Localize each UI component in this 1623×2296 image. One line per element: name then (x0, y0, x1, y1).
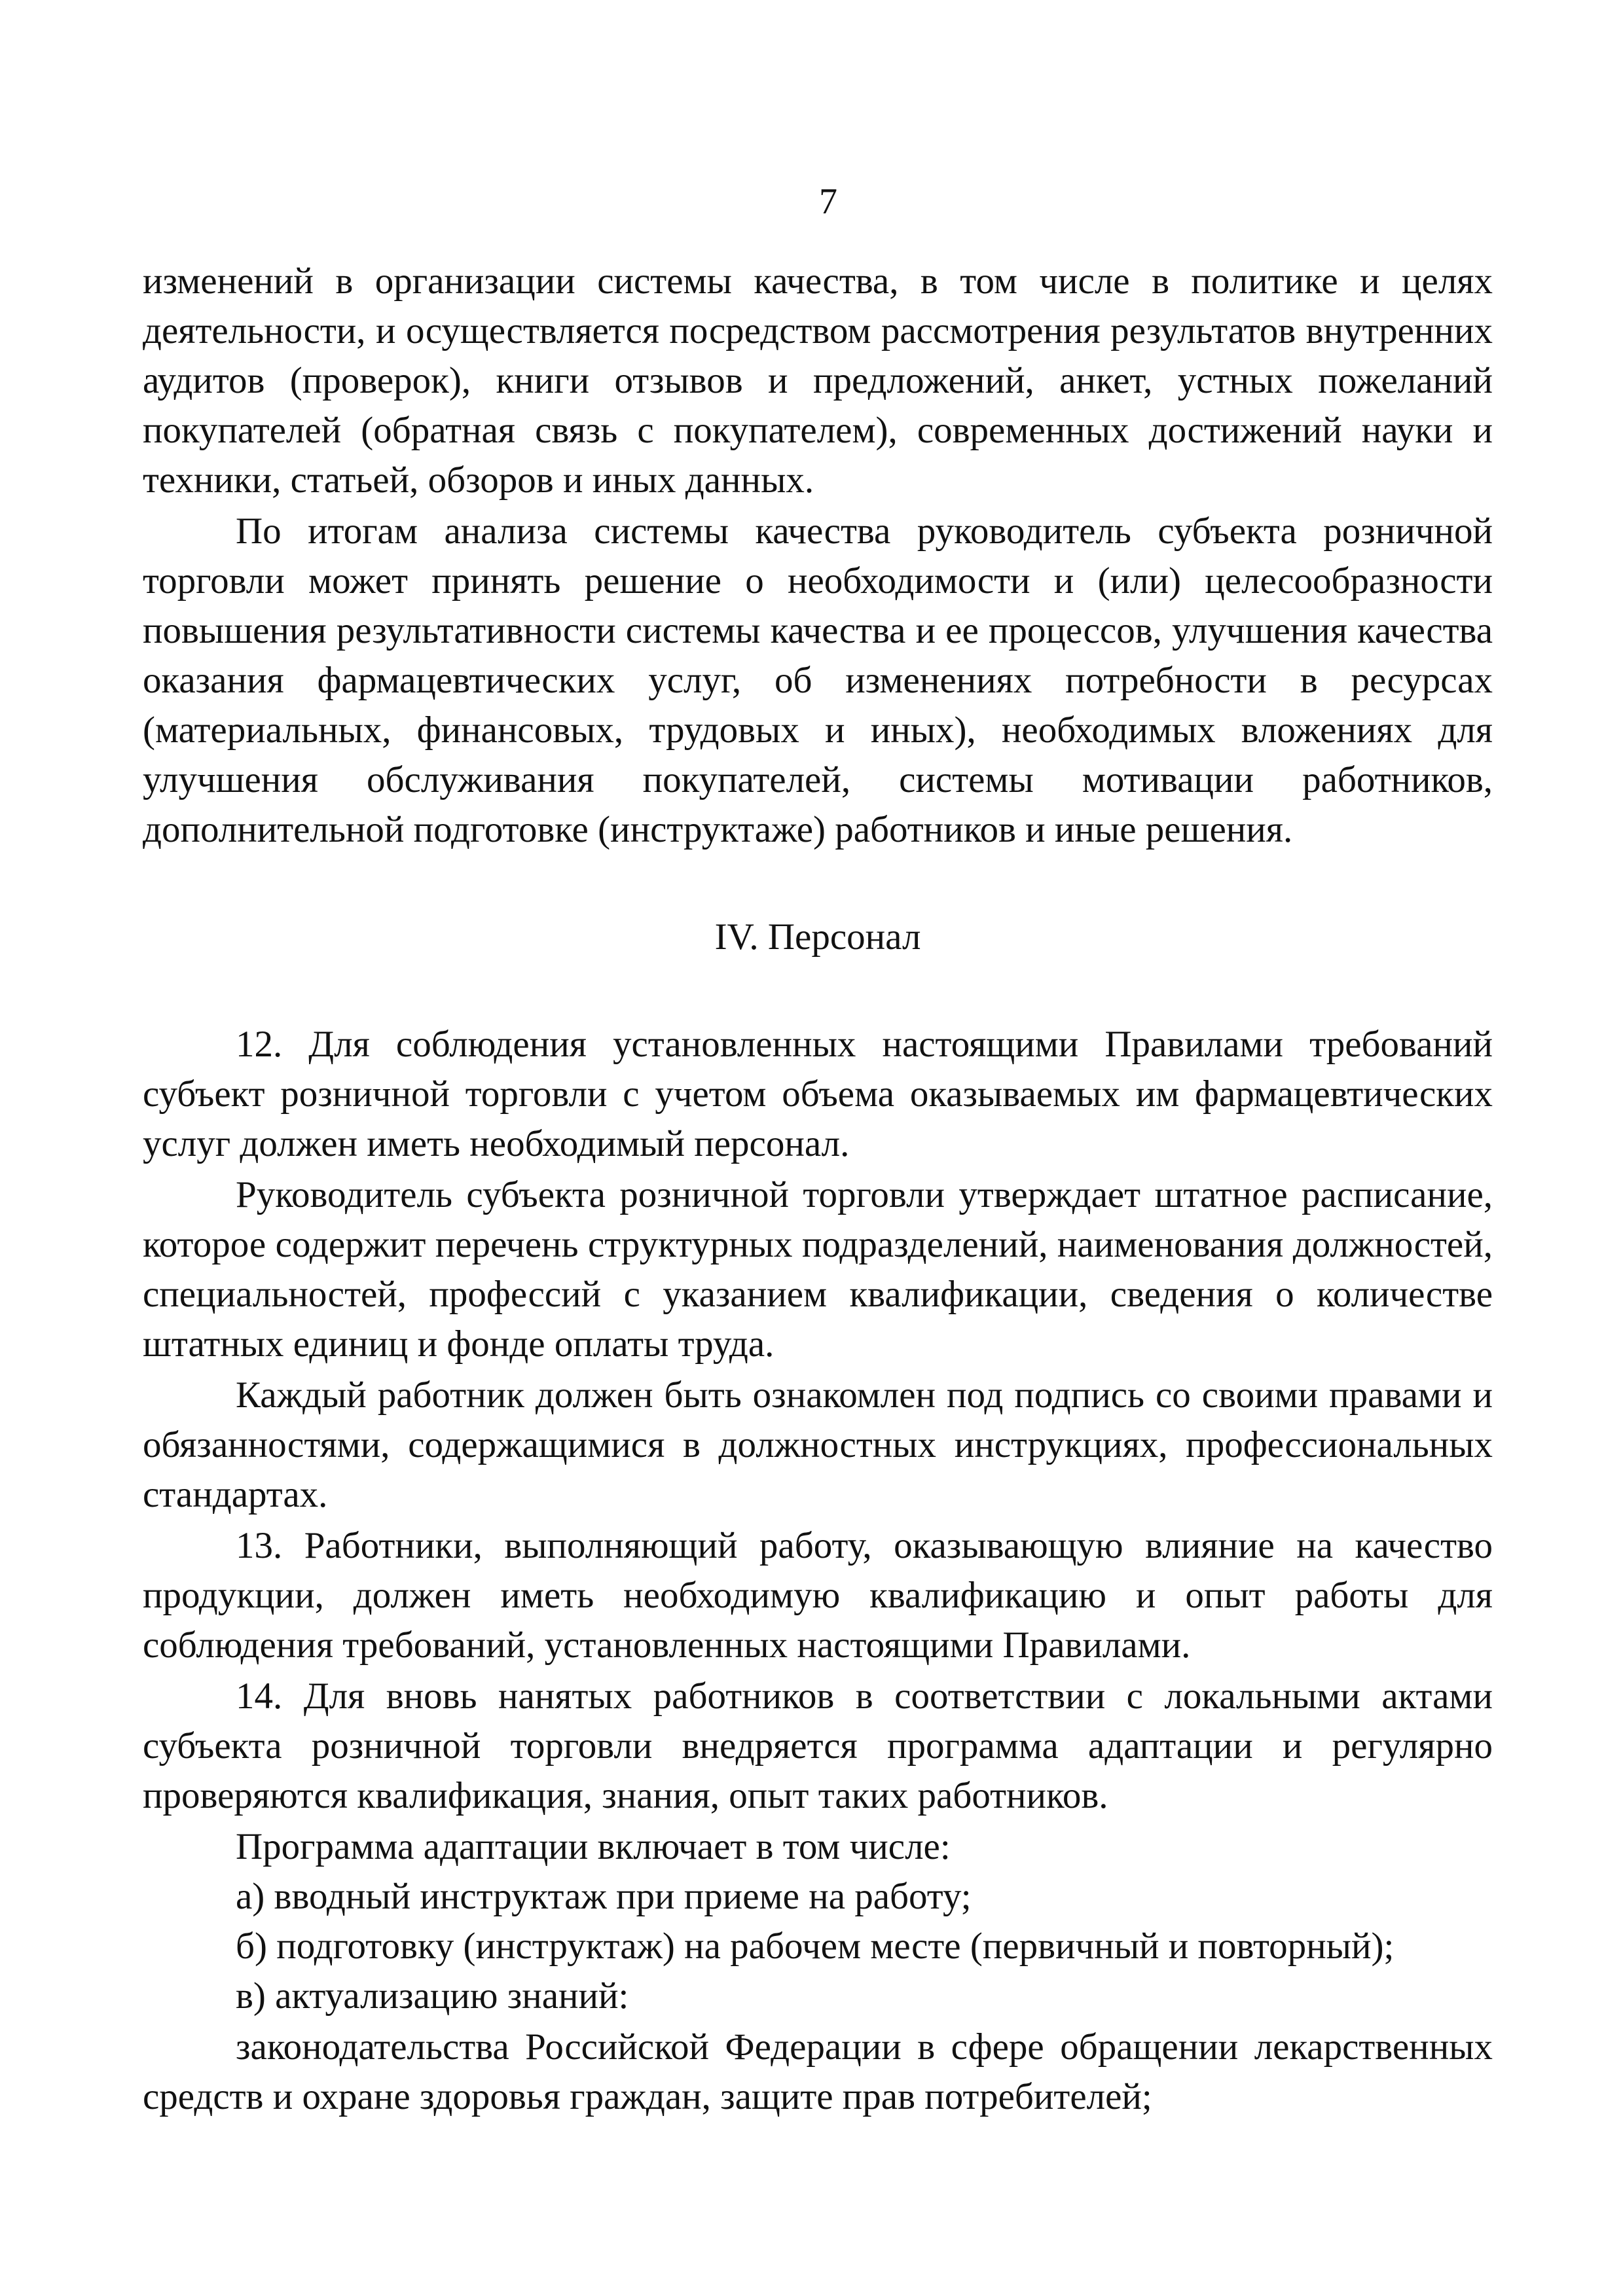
paragraph-legislation: законодательства Российской Федерации в сфере обращении лекарственных средств и охране здоровья граждан, защите прав потребителей; (143, 2026, 1493, 2117)
document-body (143, 257, 1493, 2122)
page-number: 7 (819, 181, 837, 222)
paragraph-item-13: 13. Работники, выполняющий работу, оказывающую влияние на качество продукции, должен иметь необходимую квалификацию и опыт работы для соблюдения требований, установленных настоящими Правилами. (143, 1525, 1493, 1666)
paragraph-continuation: изменений в организации системы качества, в том числе в политике и целях деятельности, и осуществляется посредством рассмотрения результатов внутренних аудитов (проверок), книги отзывов и предложений, анкет, устных пожеланий покупателей (обратная связь с покупателем), современных достижений науки и техники, статьей, обзоров и иных данных. (143, 260, 1493, 501)
paragraph-program-intro: Программа адаптации включает в том числе: (236, 1826, 951, 1867)
paragraph-item-12: 12. Для соблюдения установленных настоящими Правилами требований субъект розничной торговли с учетом объема оказываемых им фармацевтических услуг должен иметь необходимый персонал. (143, 1024, 1493, 1164)
list-item-a: а) вводный инструктаж при приеме на работу; (236, 1876, 972, 1917)
paragraph-staff-schedule: Руководитель субъекта розничной торговли утверждает штатное расписание, которое содержит перечень структурных подразделений, наименования должностей, специальностей, профессий с указанием квалификации, сведения о количестве штатных единиц и фонде оплаты труда. (143, 1174, 1493, 1365)
list-item-c: в) актуализацию знаний: (236, 1975, 629, 2017)
section-heading: IV. Персонал (714, 916, 921, 958)
list-item-b: б) подготовку (инструктаж) на рабочем месте (первичный и повторный); (236, 1926, 1395, 1967)
paragraph-analysis-results: По итогам анализа системы качества руководитель субъекта розничной торговли может принять решение о необходимости и (или) целесообразности повышения результативности системы качества и ее процессов, улучшения качества оказания фармацевтических услуг, об изменениях потребности в ресурсах (материальных, финансовых, трудовых и иных), необходимых вложениях для улучшения обслуживания покупателей, системы мотивации работников, дополнительной подготовке (инструктаже) работников и иные решения. (143, 511, 1493, 850)
paragraph-employee-rights: Каждый работник должен быть ознакомлен под подпись со своими правами и обязанностями, содержащимися в должностных инструкциях, профессиональных стандартах. (143, 1374, 1493, 1515)
paragraph-item-14: 14. Для вновь нанятых работников в соответствии с локальными актами субъекта розничной торговли внедряется программа адаптации и регулярно проверяются квалификация, знания, опыт таких работников. (143, 1676, 1493, 1816)
